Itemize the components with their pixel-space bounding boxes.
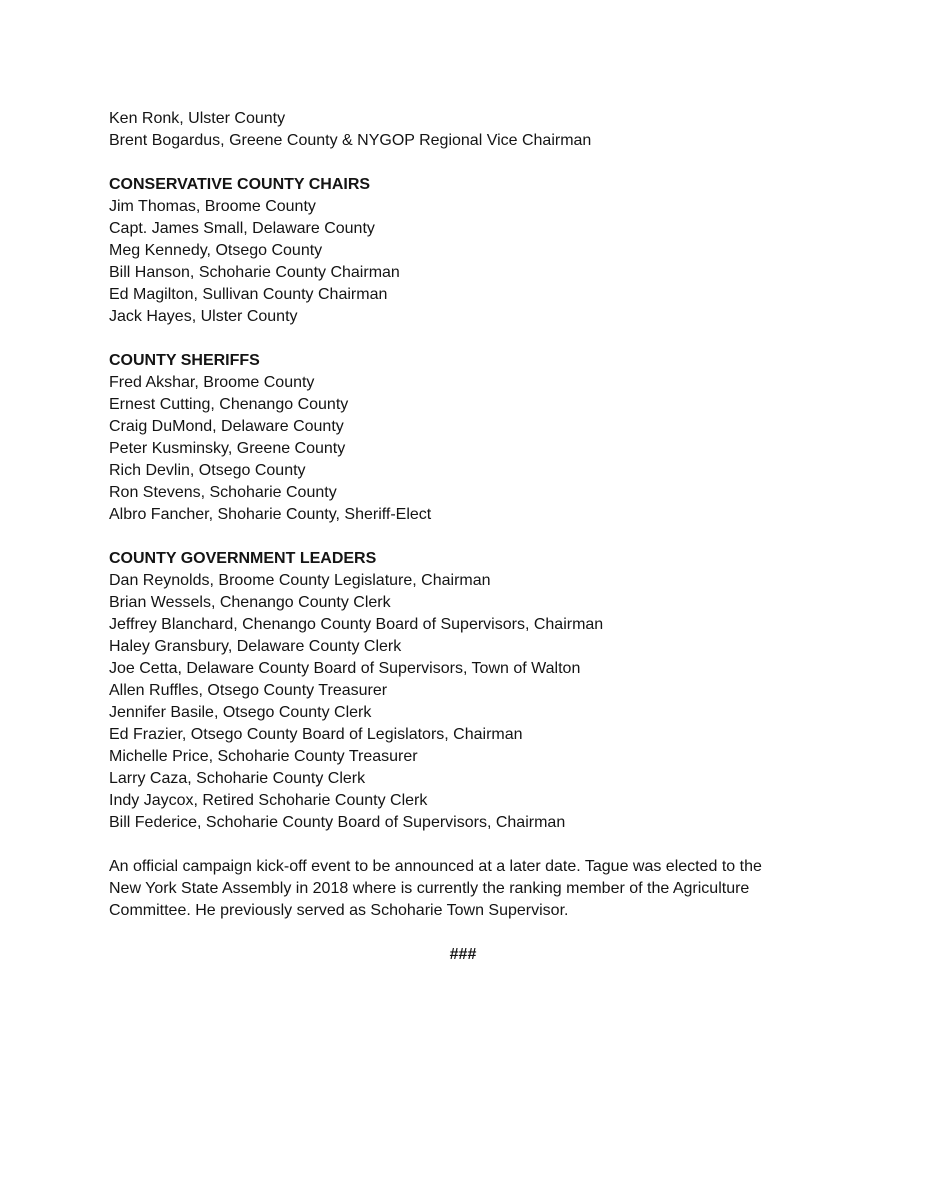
paragraph-line: New York State Assembly in 2018 where is currently the ranking member of the Agriculture bbox=[109, 880, 750, 897]
list-item: Indy Jaycox, Retired Schoharie County Clerk bbox=[109, 792, 428, 809]
list-item: Craig DuMond, Delaware County bbox=[109, 418, 344, 435]
list-item: Bill Hanson, Schoharie County Chairman bbox=[109, 264, 400, 281]
section-heading: COUNTY SHERIFFS bbox=[109, 352, 260, 369]
list-item: Dan Reynolds, Broome County Legislature, Chairman bbox=[109, 572, 491, 589]
end-mark: ### bbox=[449, 946, 477, 963]
list-item: Jim Thomas, Broome County bbox=[109, 198, 316, 215]
county-sheriffs-section bbox=[109, 350, 829, 526]
list-item: Larry Caza, Schoharie County Clerk bbox=[109, 770, 366, 787]
list-item: Peter Kusminsky, Greene County bbox=[109, 440, 346, 457]
list-item: Brent Bogardus, Greene County & NYGOP Regional Vice Chairman bbox=[109, 132, 592, 149]
list-item: Michelle Price, Schoharie County Treasurer bbox=[109, 748, 418, 765]
list-item: Fred Akshar, Broome County bbox=[109, 374, 315, 391]
list-item: Joe Cetta, Delaware County Board of Supervisors, Town of Walton bbox=[109, 660, 581, 677]
list-item: Ken Ronk, Ulster County bbox=[109, 110, 286, 127]
top-endorsement-list bbox=[109, 108, 829, 152]
list-item: Haley Gransbury, Delaware County Clerk bbox=[109, 638, 402, 655]
list-item: Meg Kennedy, Otsego County bbox=[109, 242, 323, 259]
list-item: Jennifer Basile, Otsego County Clerk bbox=[109, 704, 372, 721]
paragraph-line: Committee. He previously served as Schoharie Town Supervisor. bbox=[109, 902, 569, 919]
conservative-chairs-section bbox=[109, 174, 829, 328]
section-heading: CONSERVATIVE COUNTY CHAIRS bbox=[109, 176, 371, 193]
list-item: Ed Frazier, Otsego County Board of Legislators, Chairman bbox=[109, 726, 523, 743]
list-item: Capt. James Small, Delaware County bbox=[109, 220, 375, 237]
list-item: Jeffrey Blanchard, Chenango County Board of Supervisors, Chairman bbox=[109, 616, 604, 633]
list-item: Brian Wessels, Chenango County Clerk bbox=[109, 594, 391, 611]
closing-paragraph bbox=[109, 856, 809, 922]
section-heading: COUNTY GOVERNMENT LEADERS bbox=[109, 550, 377, 567]
document-body bbox=[109, 108, 829, 966]
government-leaders-section bbox=[109, 548, 829, 834]
list-item: Bill Federice, Schoharie County Board of Supervisors, Chairman bbox=[109, 814, 566, 831]
list-item: Allen Ruffles, Otsego County Treasurer bbox=[109, 682, 388, 699]
paragraph-line: An official campaign kick-off event to be announced at a later date. Tague was elected to the bbox=[109, 858, 762, 875]
list-item: Ernest Cutting, Chenango County bbox=[109, 396, 349, 413]
list-item: Ron Stevens, Schoharie County bbox=[109, 484, 337, 501]
list-item: Jack Hayes, Ulster County bbox=[109, 308, 298, 325]
list-item: Ed Magilton, Sullivan County Chairman bbox=[109, 286, 388, 303]
list-item: Rich Devlin, Otsego County bbox=[109, 462, 306, 479]
list-item: Albro Fancher, Shoharie County, Sheriff-Elect bbox=[109, 506, 432, 523]
